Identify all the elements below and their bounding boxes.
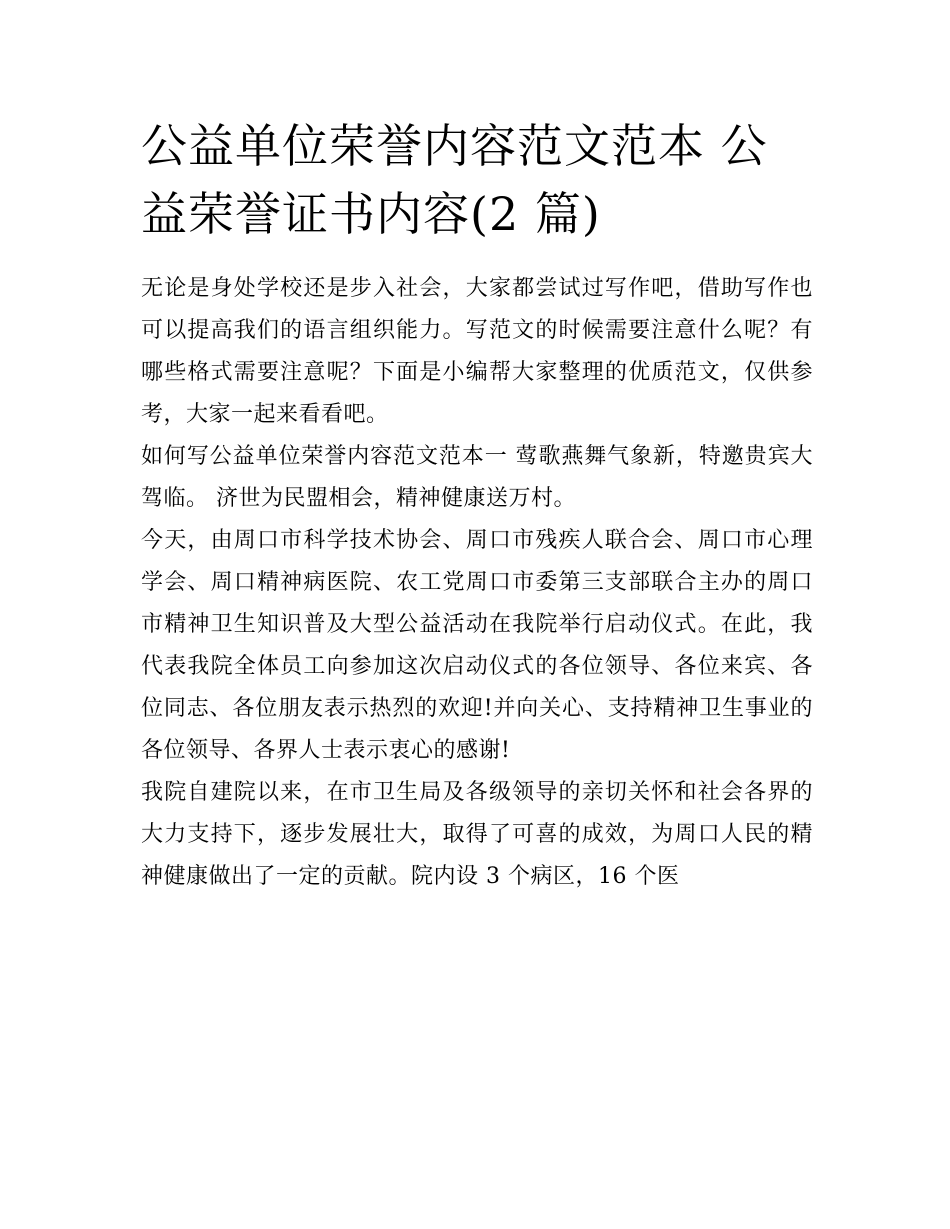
paragraph-welcome: 今天，由周口市科学技术协会、周口市残疾人联合会、周口市心理学会、周口精神病医院、农工党周口市委第三支部联合主办的周口市精神卫生知识普及大型公益活动在我院举行启动仪式。在此，我代表我院全体员工向参加这次启动仪式的各位领导、各位来宾、各位同志、各位朋友表示热烈的欢迎!并向关心、支持精神卫生事业的各位领导、各界人士表示衷心的感谢! [141,528,813,763]
document-page [141,112,813,898]
document-body [141,268,813,898]
paragraph-hospital-history: 我院自建院以来，在市卫生局及各级领导的亲切关怀和社会各界的大力支持下，逐步发展壮大，取得了可喜的成效，为周口人民的精神健康做出了一定的贡献。院内设 3 个病区，16 个医 [141,780,813,889]
paragraph-intro: 无论是身处学校还是步入社会，大家都尝试过写作吧，借助写作也可以提高我们的语言组织能力。写范文的时候需要注意什么呢？有哪些格式需要注意呢？下面是小编帮大家整理的优质范文，仅供参考，大家一起来看看吧。 [141,276,813,427]
paragraph-verse: 如何写公益单位荣誉内容范文范本一 莺歌燕舞气象新，特邀贵宾大驾临。 济世为民盟相会，精神健康送万村。 [141,444,813,511]
document-title: 公益单位荣誉内容范文范本 公益荣誉证书内容(2 篇) [141,119,768,241]
